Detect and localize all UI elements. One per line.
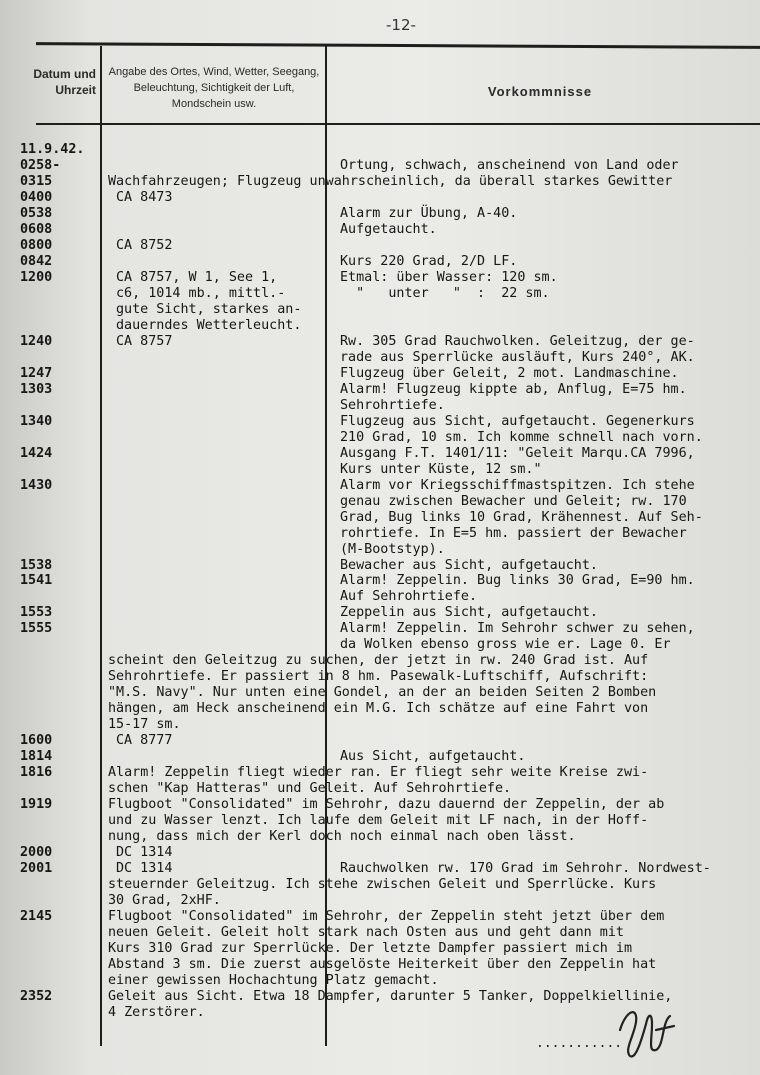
line-wide-text: hängen, am Heck anscheinend ein M.G. Ich schätze auf eine Fahrt von (108, 701, 649, 717)
column-divider-2 (325, 46, 327, 1046)
line-event-text: Ortung, schwach, anscheinend von Land oder (340, 158, 679, 173)
line-wide-text: Wachfahrzeugen; Flugzeug unwahrscheinlich, da überall starkes Gewitter (108, 173, 673, 189)
line-event-text: Alarm vor Kriegsschiffmastspitzen. Ich stehe (340, 477, 695, 493)
line-time: 0400 (20, 189, 53, 205)
line-event-text: genau zwischen Bewacher und Geleit; rw. 170 (340, 493, 687, 509)
line-wide-text: neuen Geleit. Geleit holt stark nach Osten aus und geht dann mit (108, 925, 624, 941)
line-wide-text: "M.S. Navy". Nur unten eine Gondel, an der an beiden Seiten 2 Bomben (108, 685, 657, 701)
line-time: 0842 (20, 253, 53, 269)
line-wide-text: schen "Kap Hatteras" und Geleit. Auf Sehrohrtiefe. (108, 781, 512, 797)
line-time: 0800 (20, 237, 53, 253)
line-wide-text: Flugboot "Consolidated" im Sehrohr, der Zeppelin steht jetzt über dem (108, 909, 665, 925)
line-event-text: Flugzeug aus Sicht, aufgetaucht. Gegenerkurs (340, 413, 695, 429)
line-event-text: da Wolken ebenso gross wie er. Lage 0. Er (340, 637, 671, 653)
line-time: 1424 (20, 445, 53, 461)
line-wide-text: einer gewissen Hochachtung Platz gemacht. (108, 972, 439, 988)
line-time: 1340 (20, 413, 53, 429)
line-place-text: gute Sicht, starkes an- (116, 301, 302, 317)
line-event-text: Alarm! Flugzeug kippte ab, Anflug, E=75 hm. (340, 381, 687, 397)
line-time: 0258- (20, 158, 61, 173)
line-time: 1919 (20, 797, 53, 813)
line-event-text: Auf Sehrohrtiefe. (340, 589, 478, 605)
line-time: 1600 (20, 733, 53, 749)
line-place-text: DC 1314 (116, 861, 173, 877)
line-wide-text: Flugboot "Consolidated" im Sehrohr, dazu dauernd der Zeppelin, der ab (108, 797, 665, 813)
line-event-text: Aufgetaucht. (340, 221, 437, 237)
line-event-text: 210 Grad, 10 sm. Ich komme schnell nach vorn. (340, 429, 703, 445)
line-time: 1541 (20, 573, 53, 589)
column-divider-1 (100, 46, 102, 1046)
line-time: 0538 (20, 205, 53, 221)
line-event-text: Bewacher aus Sicht, aufgetaucht. (340, 557, 598, 573)
signature-line: ........... (536, 1036, 623, 1051)
line-place-text: CA 8757, W 1, See 1, (116, 269, 278, 285)
line-place-text: dauerndes Wetterleucht. (116, 317, 302, 333)
line-time: 1240 (20, 333, 53, 349)
line-wide-text: 30 Grad, 2xHF. (108, 893, 221, 909)
line-place-text: CA 8757 (116, 333, 173, 349)
line-wide-text: steuernder Geleitzug. Ich stehe zwischen Geleit und Sperrlücke. Kurs (108, 877, 657, 893)
line-event-text: Ausgang F.T. 1401/11: "Geleit Marqu.CA 7996, (340, 445, 695, 461)
line-event-text: rade aus Sperrlücke ausläuft, Kurs 240°, AK. (340, 349, 695, 365)
line-time: 2000 (20, 845, 53, 861)
header-events: Vorkommnisse (487, 84, 593, 99)
line-time: 1430 (20, 477, 53, 493)
line-event-text: Kurs 220 Grad, 2/D LF. (340, 253, 518, 269)
line-event-text: Flugzeug über Geleit, 2 mot. Landmaschine. (340, 365, 679, 381)
line-event-text: Sehrohrtiefe. (340, 397, 445, 413)
line-wide-text: 4 Zerstörer. (108, 1004, 205, 1020)
line-event-text: Rw. 305 Grad Rauchwolken. Geleitzug, der ge- (340, 333, 695, 349)
line-event-text: " unter " : 22 sm. (340, 285, 550, 301)
signature (612, 1000, 682, 1060)
header-place-weather: Angabe des Ortes, Wind, Wetter, Seegang, Beleuchtung, Sichtigkeit der Luft, Mondschein usw. (108, 66, 320, 110)
line-time: 1303 (20, 381, 53, 397)
top-rule (36, 42, 760, 49)
line-event-text: Aus Sicht, aufgetaucht. (340, 749, 526, 765)
header-date-time: Datum und Uhrzeit (33, 67, 96, 97)
line-time: 1553 (20, 605, 53, 621)
line-event-text: Alarm! Zeppelin. Im Sehrohr schwer zu sehen, (340, 621, 695, 637)
line-time: 0315 (20, 173, 53, 189)
line-place-text: c6, 1014 mb., mittl.- (116, 285, 286, 301)
line-time: 1247 (20, 365, 53, 381)
line-event-text: Rauchwolken rw. 170 Grad im Sehrohr. Nordwest- (340, 861, 711, 877)
line-place-text: CA 8752 (116, 237, 173, 253)
line-place-text: DC 1314 (116, 845, 173, 861)
line-time: 1816 (20, 765, 53, 781)
line-time: 2145 (20, 909, 53, 925)
line-time: 1200 (20, 269, 53, 285)
line-event-text: Alarm! Zeppelin. Bug links 30 Grad, E=90 hm. (340, 573, 695, 589)
line-wide-text: 15-17 sm. (108, 717, 181, 733)
line-event-text: (M-Bootstyp). (340, 541, 445, 557)
line-wide-text: Sehrohrtiefe. Er passiert in 8 hm. Pasewalk-Luftschiff, Aufschrift: (108, 669, 649, 685)
line-place-text: CA 8777 (116, 733, 173, 749)
line-wide-text: Geleit aus Sicht. Etwa 18 Dampfer, darunter 5 Tanker, Doppelkiellinie, (108, 988, 673, 1004)
line-place-text: CA 8473 (116, 189, 173, 205)
line-wide-text: nung, dass mich der Kerl doch noch einmal nach oben lässt. (108, 829, 576, 845)
page-number: -12- (386, 16, 416, 34)
line-time: 1555 (20, 621, 53, 637)
line-event-text: Alarm zur Übung, A-40. (340, 205, 518, 221)
line-event-text: Kurs unter Küste, 12 sm." (340, 461, 542, 477)
line-wide-text: Kurs 310 Grad zur Sperrlücke. Der letzte Dampfer passiert mich im (108, 941, 633, 957)
line-wide-text: scheint den Geleitzug zu suchen, der jetzt in rw. 240 Grad ist. Auf (108, 653, 649, 669)
line-time: 1814 (20, 749, 53, 765)
line-event-text: Zeppelin aus Sicht, aufgetaucht. (340, 605, 598, 621)
line-event-text: Grad, Bug links 10 Grad, Krähennest. Auf Seh- (340, 509, 703, 525)
line-time: 2352 (20, 988, 53, 1004)
line-wide-text: und zu Wasser lenzt. Ich laufe dem Geleit mit LF nach, in der Hoff- (108, 813, 649, 829)
line-time: 2001 (20, 861, 53, 877)
line-time: 1538 (20, 557, 53, 573)
line-event-text: Etmal: über Wasser: 120 sm. (340, 269, 558, 285)
header-bottom-rule (36, 123, 760, 125)
line-time: 0608 (20, 221, 53, 237)
line-wide-text: Abstand 3 sm. Die zuerst ausgelöste Heiterkeit über den Zeppelin hat (108, 957, 657, 972)
entry-date: 11.9.42. (20, 142, 85, 157)
line-wide-text: Alarm! Zeppelin fliegt wieder ran. Er fliegt sehr weite Kreise zwi- (108, 765, 649, 781)
line-event-text: rohrtiefe. In E=5 hm. passiert der Bewacher (340, 525, 687, 541)
